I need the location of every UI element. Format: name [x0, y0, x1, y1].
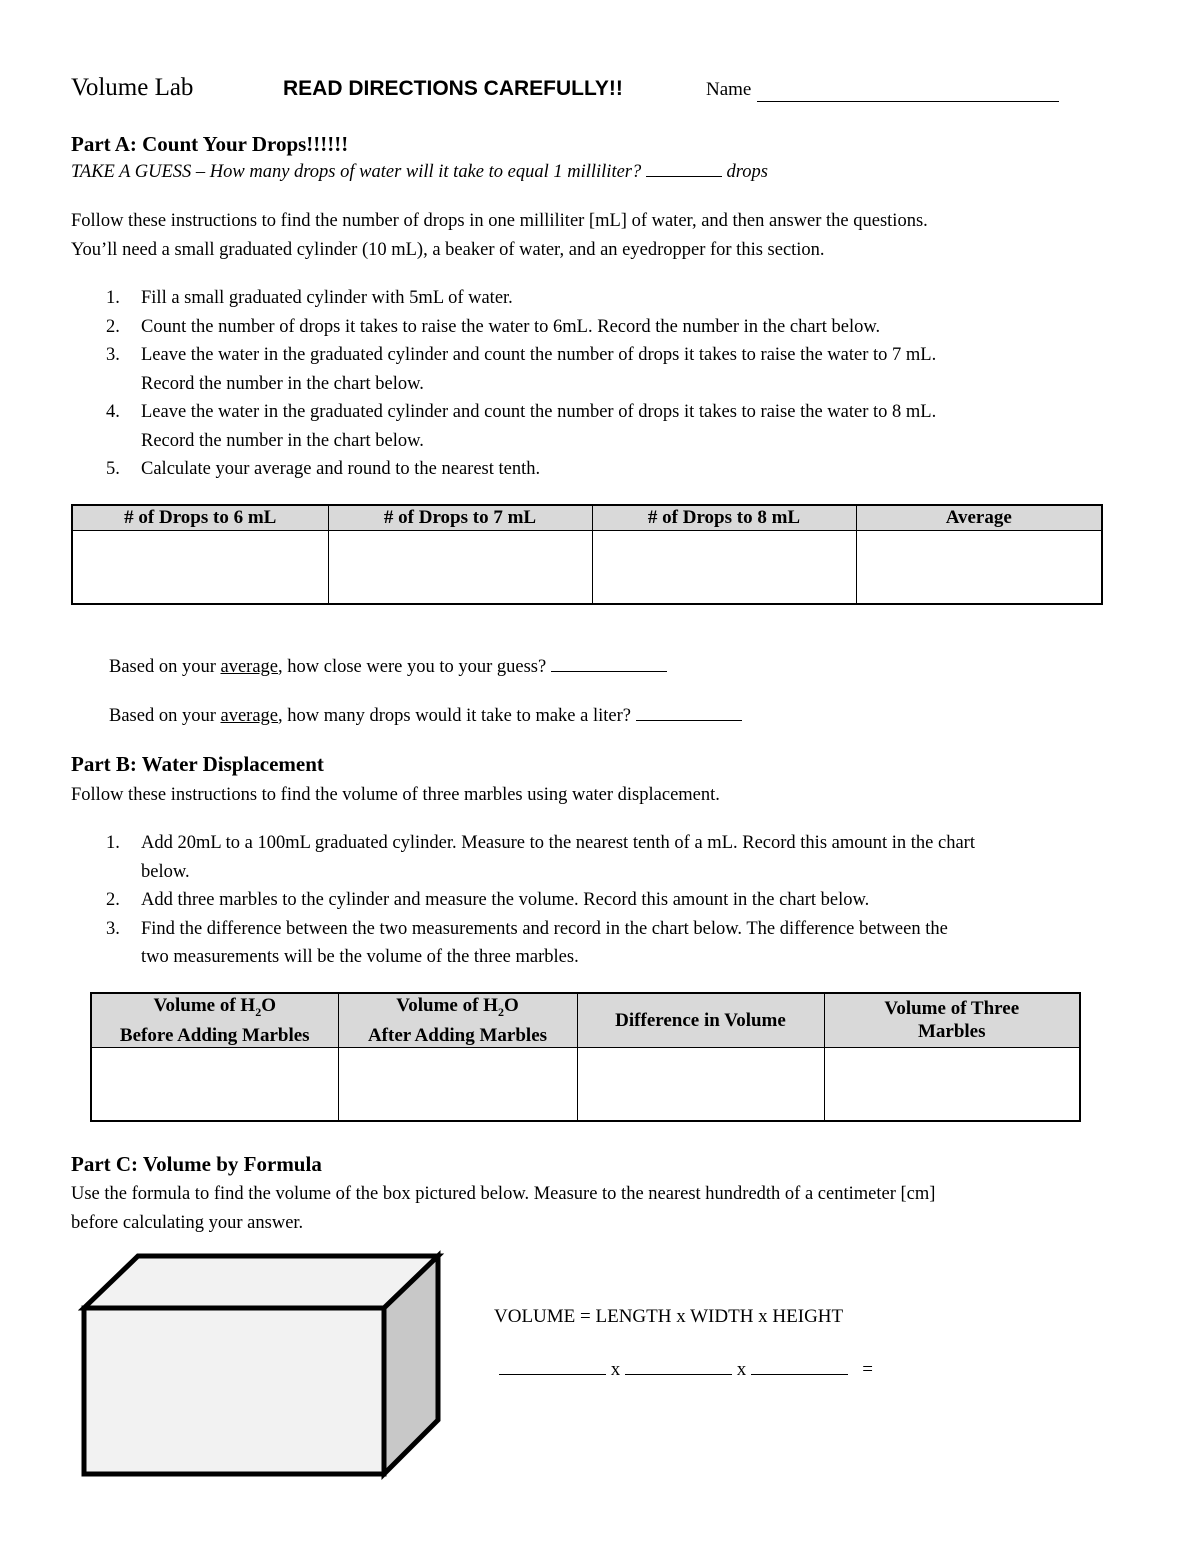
part-b-intro: Follow these instructions to find the volume of three marbles using water displacement. — [71, 785, 720, 805]
question-guess-closeness — [109, 653, 667, 682]
list-item — [71, 398, 1111, 455]
drops-7ml-cell[interactable] — [328, 530, 592, 604]
step-text: Add three marbles to the cylinder and measure the volume. Record this amount in the chart below. — [141, 890, 870, 910]
step-text-cont: Record the number in the chart below. — [141, 430, 424, 451]
list-item — [71, 829, 1111, 886]
length-blank[interactable] — [499, 1356, 606, 1375]
step-number: 4. — [106, 402, 120, 422]
step-text: Fill a small graduated cylinder with 5mL of water. — [141, 288, 513, 308]
step-text-cont: Record the number in the chart below. — [141, 373, 424, 394]
step-number: 5. — [106, 459, 120, 479]
displacement-table — [90, 992, 1081, 1122]
table-header — [824, 993, 1080, 1047]
width-blank[interactable] — [625, 1356, 732, 1375]
step-number: 3. — [106, 918, 120, 939]
list-item — [71, 455, 1111, 484]
table-header: # of Drops to 6 mL — [72, 505, 328, 530]
worksheet-title: Volume Lab — [71, 74, 194, 101]
step-text: Add 20mL to a 100mL graduated cylinder. Measure to the nearest tenth of a mL. Record this amount in the chart — [141, 833, 975, 853]
times-sign: x — [610, 1359, 621, 1380]
part-c-heading: Part C: Volume by Formula — [71, 1152, 322, 1176]
drops-8ml-cell[interactable] — [592, 530, 856, 604]
header-text: Volume of H — [396, 995, 498, 1016]
part-b-heading: Part B: Water Displacement — [71, 752, 324, 776]
volume-after-cell[interactable] — [338, 1047, 577, 1121]
step-number: 1. — [106, 833, 120, 853]
header-text: Volume of H — [153, 995, 256, 1016]
drops-table — [71, 504, 1103, 605]
part-a-heading: Part A: Count Your Drops!!!!!! — [71, 132, 349, 156]
step-number: 1. — [106, 288, 120, 308]
volume-formula: VOLUME = LENGTH x WIDTH x HEIGHT — [494, 1306, 844, 1327]
difference-cell[interactable] — [577, 1047, 824, 1121]
step-number: 2. — [106, 890, 120, 910]
question-text: Based on your — [109, 706, 216, 726]
underlined-word: average — [220, 706, 279, 726]
step-text: Find the difference between the two measurements and record in the chart below. The difference between the — [141, 918, 948, 939]
step-text: Leave the water in the graduated cylinder and count the number of drops it takes to raise the water to 7 mL. — [141, 345, 937, 365]
volume-before-cell[interactable] — [91, 1047, 338, 1121]
step-text: Leave the water in the graduated cylinder and count the number of drops it takes to raise the water to 8 mL. — [141, 402, 937, 422]
step-text-cont: two measurements will be the volume of the three marbles. — [141, 947, 579, 967]
marbles-volume-cell[interactable] — [824, 1047, 1080, 1121]
list-item — [71, 313, 1111, 342]
header-text: O — [503, 995, 519, 1016]
drops-6ml-cell[interactable] — [72, 530, 328, 604]
guess-blank[interactable] — [646, 158, 722, 177]
table-header: Difference in Volume — [577, 993, 824, 1047]
directions-warning: READ DIRECTIONS CAREFULLY!! — [283, 77, 623, 100]
name-blank[interactable] — [757, 101, 1059, 102]
times-sign: x — [736, 1359, 747, 1380]
table-header — [338, 993, 577, 1047]
table-header — [91, 993, 338, 1047]
guess-unit: drops — [726, 162, 768, 182]
step-text: Calculate your average and round to the nearest tenth. — [141, 459, 541, 479]
list-item — [71, 284, 1111, 313]
list-item — [71, 915, 1111, 972]
title-row — [71, 74, 1071, 106]
table-header: # of Drops to 8 mL — [592, 505, 856, 530]
height-blank[interactable] — [751, 1356, 848, 1375]
question-text: , how close were you to your guess? — [278, 657, 547, 677]
header-text: Before Adding Marbles — [119, 1024, 310, 1046]
table-header: Average — [856, 505, 1102, 530]
list-item — [71, 341, 1111, 398]
underlined-word: average — [220, 657, 279, 677]
formula-answer-line — [499, 1356, 873, 1381]
answer-blank[interactable] — [636, 702, 742, 721]
part-c-intro-line1: Use the formula to find the volume of the box pictured below. Measure to the nearest hundredth of a centimeter [cm] — [71, 1184, 936, 1204]
list-item — [71, 886, 1111, 915]
header-text: O — [261, 995, 276, 1016]
table-header: # of Drops to 7 mL — [328, 505, 592, 530]
step-number: 2. — [106, 316, 120, 337]
guess-prompt: TAKE A GUESS – How many drops of water will it take to equal 1 milliliter? — [71, 162, 642, 182]
part-c-intro-line2: before calculating your answer. — [71, 1213, 304, 1233]
header-text: Marbles — [917, 1021, 986, 1043]
question-drops-per-liter — [109, 702, 742, 731]
box-front-face — [84, 1308, 384, 1474]
box-diagram — [78, 1250, 448, 1482]
part-a-intro-line1: Follow these instructions to find the number of drops in one milliliter [mL] of water, and then answer the questions. — [71, 211, 928, 231]
step-number: 3. — [106, 345, 120, 365]
question-text: , how many drops would it take to make a liter? — [278, 706, 631, 726]
name-label: Name — [706, 79, 752, 100]
subscript: 2 — [255, 1004, 262, 1019]
header-text: Volume of Three — [884, 998, 1020, 1020]
guess-question — [71, 158, 768, 187]
equals-sign: = — [862, 1359, 873, 1380]
subscript: 2 — [497, 1004, 504, 1019]
box-top-face — [84, 1256, 438, 1308]
answer-blank[interactable] — [551, 653, 667, 672]
question-text: Based on your — [109, 657, 216, 677]
part-a-intro-line2: You’ll need a small graduated cylinder (10 mL), a beaker of water, and an eyedropper for this section. — [71, 240, 825, 260]
step-text: Count the number of drops it takes to raise the water to 6mL. Record the number in the chart below. — [141, 316, 881, 337]
step-text-cont: below. — [141, 861, 190, 882]
part-a-steps — [71, 284, 1111, 484]
part-b-steps — [71, 829, 1111, 972]
average-cell[interactable] — [856, 530, 1102, 604]
header-text: After Adding Marbles — [367, 1024, 548, 1046]
